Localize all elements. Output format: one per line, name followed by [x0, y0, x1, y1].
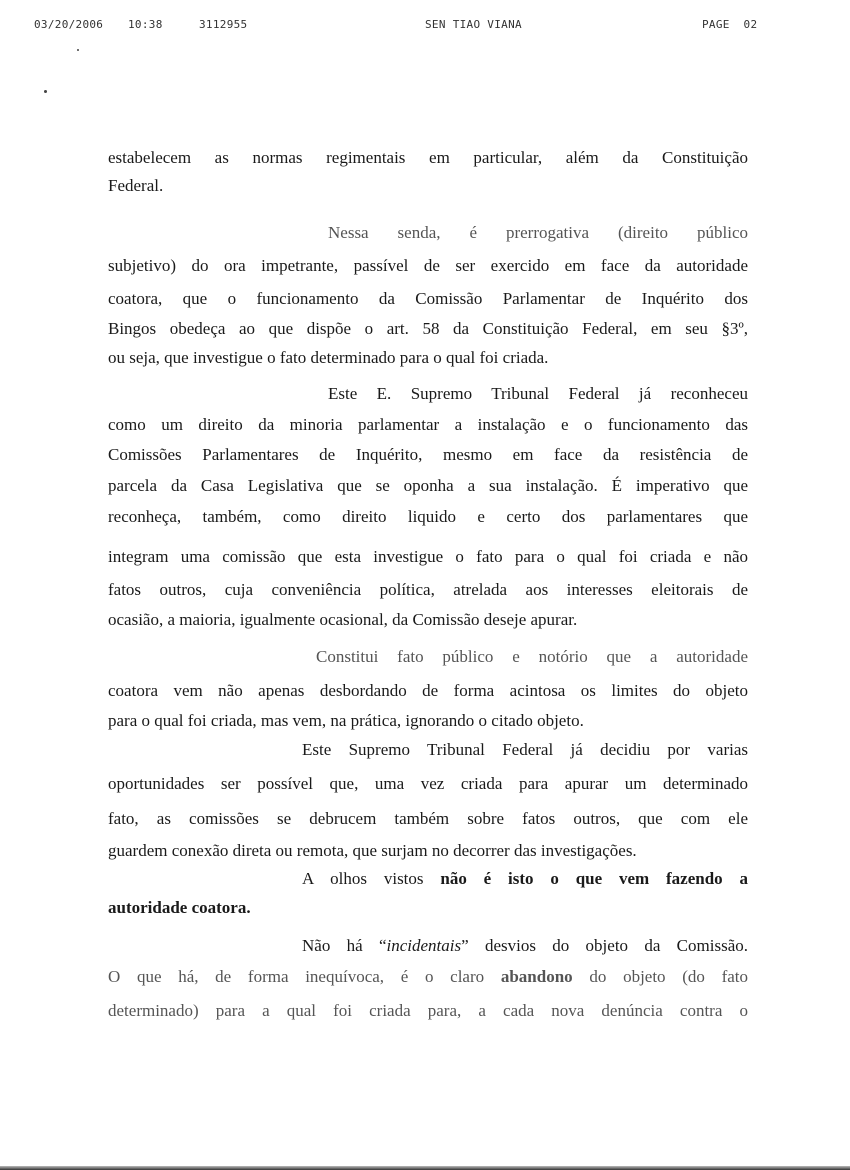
- fax-sender: SEN TIAO VIANA: [425, 18, 522, 31]
- p6-bold-text-2: autoridade coatora: [108, 898, 247, 917]
- p4-line-3: para o qual foi criada, mas vem, na prática, ignorando o citado objeto.: [108, 711, 584, 730]
- p3-line-6: integram uma comissão que esta investigue o fato para o qual foi criada e não: [108, 547, 748, 566]
- p2-line-3: coatora, que o funcionamento da Comissão Parlamentar de Inquérito dos: [108, 289, 748, 308]
- p7-line-2: [108, 967, 748, 987]
- p2-line-4: Bingos obedeça ao que dispõe o art. 58 da Constituição Federal, em seu §3º,: [108, 319, 748, 338]
- p3-line-1: Este E. Supremo Tribunal Federal já reconheceu: [328, 384, 748, 403]
- p2-line-2: subjetivo) do ora impetrante, passível de ser exercido em face da autoridade: [108, 256, 748, 275]
- fax-number: 3112955: [199, 18, 248, 31]
- p3-line-5: reconheça, também, como direito liquido e certo dos parlamentares que: [108, 507, 748, 526]
- p5-line-1: Este Supremo Tribunal Federal já decidiu por varias: [302, 740, 748, 759]
- scan-speck: [44, 90, 47, 93]
- p6-period: .: [246, 898, 251, 917]
- fax-date: 03/20/2006: [34, 18, 104, 31]
- p5-line-2: oportunidades ser possível que, uma vez criada para apurar um determinado: [108, 774, 748, 793]
- p1-line-2: Federal.: [108, 176, 164, 195]
- p6-normal-text: A olhos vistos: [302, 869, 424, 888]
- scan-bottom-edge: [0, 1166, 850, 1170]
- p4-line-1: Constitui fato público e notório que a autoridade: [316, 647, 748, 666]
- p7-text-start: Não há “: [302, 936, 387, 955]
- p7-line-3: determinado) para a qual foi criada para, a cada nova denúncia contra o: [108, 1001, 748, 1020]
- p3-line-4: parcela da Casa Legislativa que se oponha a sua instalação. É imperativo que: [108, 476, 748, 495]
- p7-bold-abandono: abandono: [500, 967, 573, 986]
- fax-page-number: PAGE 02: [702, 18, 758, 31]
- fax-time: 10:38: [128, 18, 163, 31]
- p3-line-2: como um direito da minoria parlamentar a instalação e o funcionamento das: [108, 415, 748, 434]
- p4-line-2: coatora vem não apenas desbordando de forma acintosa os limites do objeto: [108, 681, 748, 700]
- p7-text-end: ” desvios do objeto da Comissão.: [461, 936, 748, 955]
- p6-line-2: [108, 898, 748, 918]
- p6-line-1: [302, 869, 748, 889]
- p7-line2-end: do objeto (do fato: [589, 967, 748, 986]
- fax-header: [0, 18, 850, 34]
- p3-line-7: fatos outros, cuja conveniência política, atrelada aos interesses eleitorais de: [108, 580, 748, 599]
- p7-line-1: [302, 936, 748, 956]
- p7-line2-start: O que há, de forma inequívoca, é o claro: [108, 967, 485, 986]
- p3-line-3: Comissões Parlamentares de Inquérito, mesmo em face da resistência de: [108, 445, 748, 464]
- p5-line-3: fato, as comissões se debrucem também sobre fatos outros, que com ele: [108, 809, 748, 828]
- p2-line-5: ou seja, que investigue o fato determinado para o qual foi criada.: [108, 348, 549, 367]
- p1-line-1: estabelecem as normas regimentais em particular, além da Constituição: [108, 148, 748, 167]
- p6-bold-text: não é isto o que vem fazendo a: [440, 869, 748, 888]
- p3-line-8: ocasião, a maioria, igualmente ocasional, da Comissão deseje apurar.: [108, 610, 578, 629]
- p2-line-1: Nessa senda, é prerrogativa (direito público: [328, 223, 748, 242]
- p7-italic-text: incidentais: [386, 936, 462, 955]
- scan-speck: [77, 49, 79, 51]
- p5-line-4: guardem conexão direta ou remota, que surjam no decorrer das investigações.: [108, 841, 637, 860]
